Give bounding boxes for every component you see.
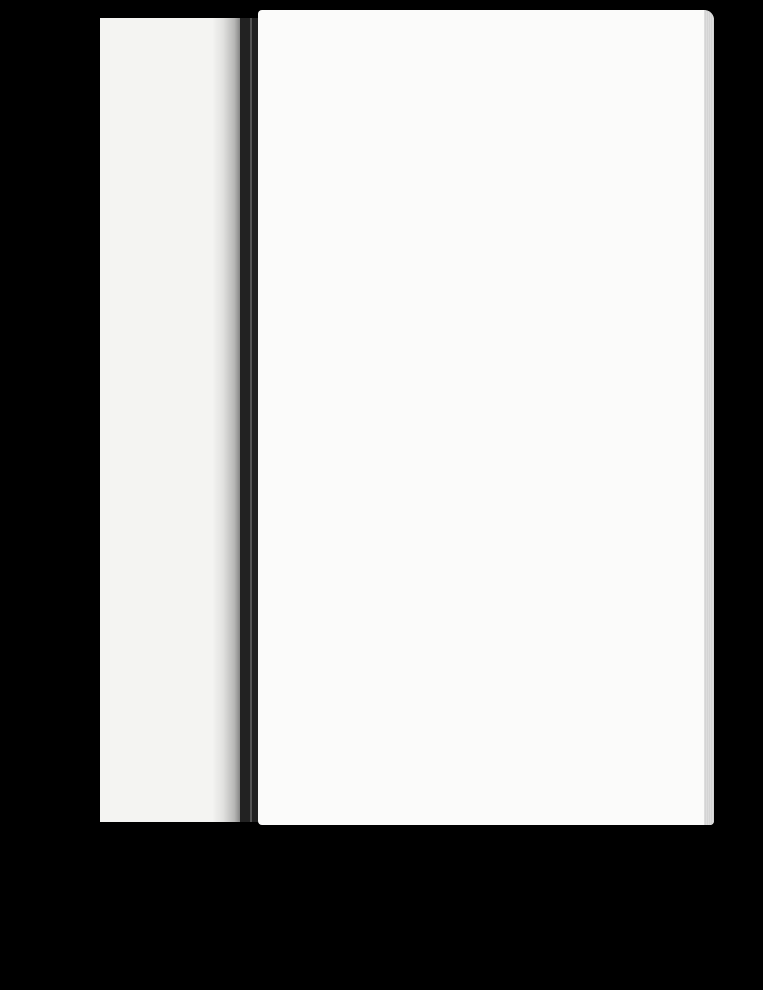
- right-page: [258, 10, 714, 825]
- page-curl-shadow: [212, 18, 240, 822]
- page-edge: [704, 10, 714, 825]
- left-page: [100, 18, 240, 822]
